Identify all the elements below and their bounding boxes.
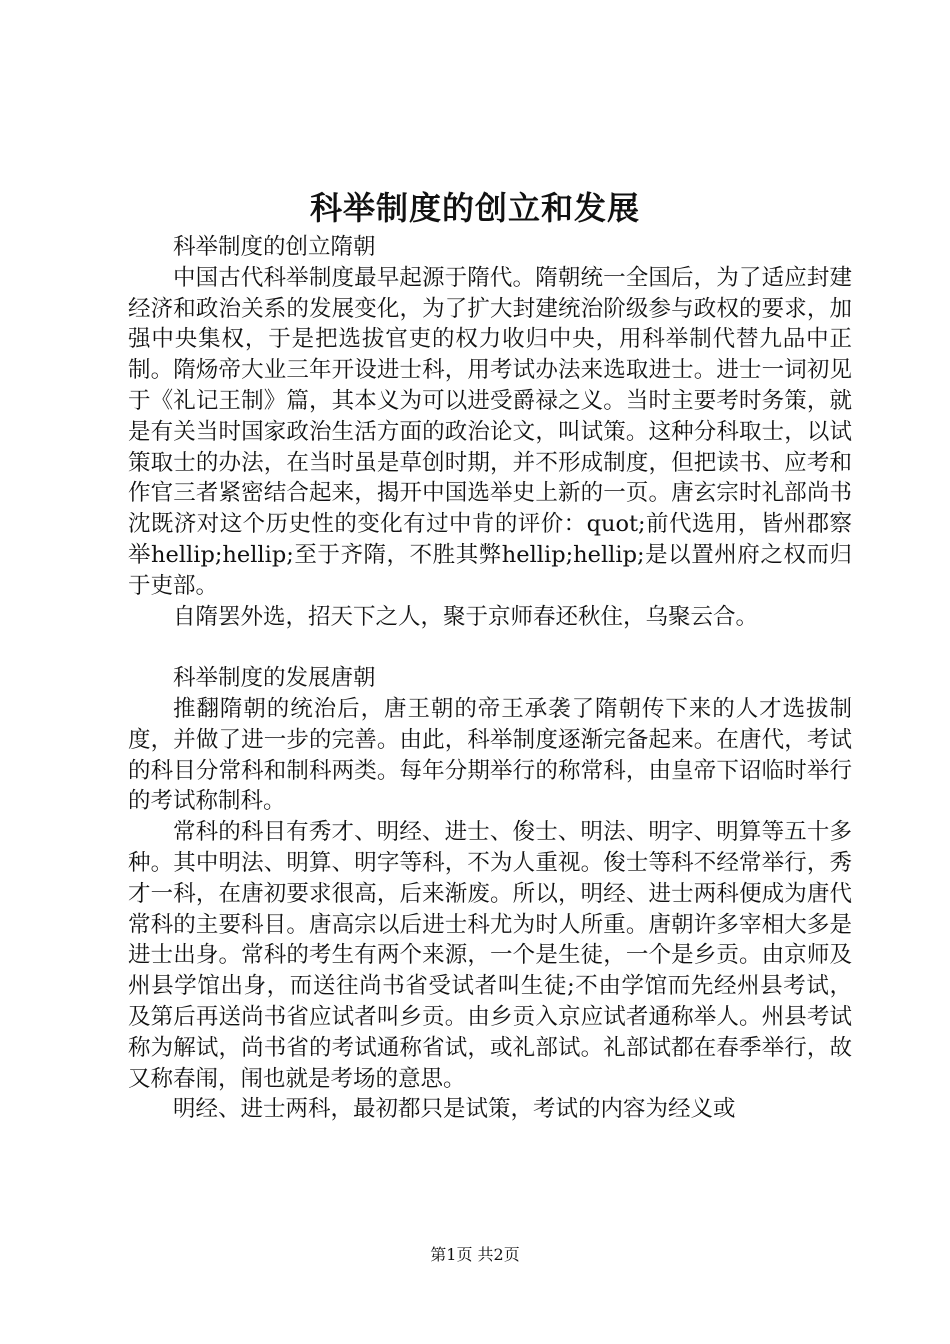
paragraph: 中国古代科举制度最早起源于隋代。隋朝统一全国后，为了适应封建经济和政治关系的发展变化，为了扩大封建统治阶级参与政权的要求，加强中央集权，于是把选拔官吏的权力收归中央，用科举制代替九品中正制。隋炀帝大业三年开设进士科，用考试办法来选取进士。进士一词初见于《礼记王制》篇，其本义为可以进受爵禄之义。当时主要考时务策，就是有关当时国家政治生活方面的政治论文，叫试策。这种分科取士，以试策取士的办法，在当时虽是草创时期，并不形成制度，但把读书、应考和作官三者紧密结合起来，揭开中国选举史上新的一页。唐玄宗时礼部尚书沈既济对这个历史性的变化有过中肯的评价：quot;前代选用，皆州郡察举hellip;hellip;至于齐隋，不胜其弊hellip;hellip;是以置州府之权而归于吏部。 [128, 264, 852, 599]
paragraph-gap [128, 632, 852, 663]
section-heading-tang: 科举制度的发展唐朝 [173, 665, 376, 692]
paragraph: 推翻隋朝的统治后，唐王朝的帝王承袭了隋朝传下来的人才选拔制度，并做了进一步的完善。由此，科举制度逐渐完备起来。在唐代，考试的科目分常科和制科两类。每年分期举行的称常科，由皇帝下诏临时举行的考试称制科。 [128, 695, 852, 815]
paragraph: 常科的科目有秀才、明经、进士、俊士、明法、明字、明算等五十多种。其中明法、明算、明字等科，不为人重视。俊士等科不经常举行，秀才一科，在唐初要求很高，后来渐废。所以，明经、进士两科便成为唐代常科的主要科目。唐高宗以后进士科尤为时人所重。唐朝许多宰相大多是进士出身。常科的考生有两个来源，一个是生徒，一个是乡贡。由京师及州县学馆出身，而送往尚书省受试者叫生徒;不由学馆而先经州县考试，及第后再送尚书省应试者叫乡贡。由乡贡入京应试者通称举人。州县考试称为解试，尚书省的考试通称省试，或礼部试。礼部试都在春季举行，故又称春闱，闱也就是考场的意思。 [128, 819, 852, 1092]
section-heading-sui: 科举制度的创立隋朝 [173, 234, 376, 260]
document-title: 科举制度的创立和发展 [309, 189, 640, 227]
paragraph: 自隋罢外选，招天下之人，聚于京师春还秋住，乌聚云合。 [173, 603, 759, 630]
paragraph: 明经、进士两科，最初都只是试策，考试的内容为经义或 [173, 1096, 736, 1123]
page-footer: 第1页 共2页 [430, 1245, 520, 1264]
document-body [128, 232, 852, 1125]
